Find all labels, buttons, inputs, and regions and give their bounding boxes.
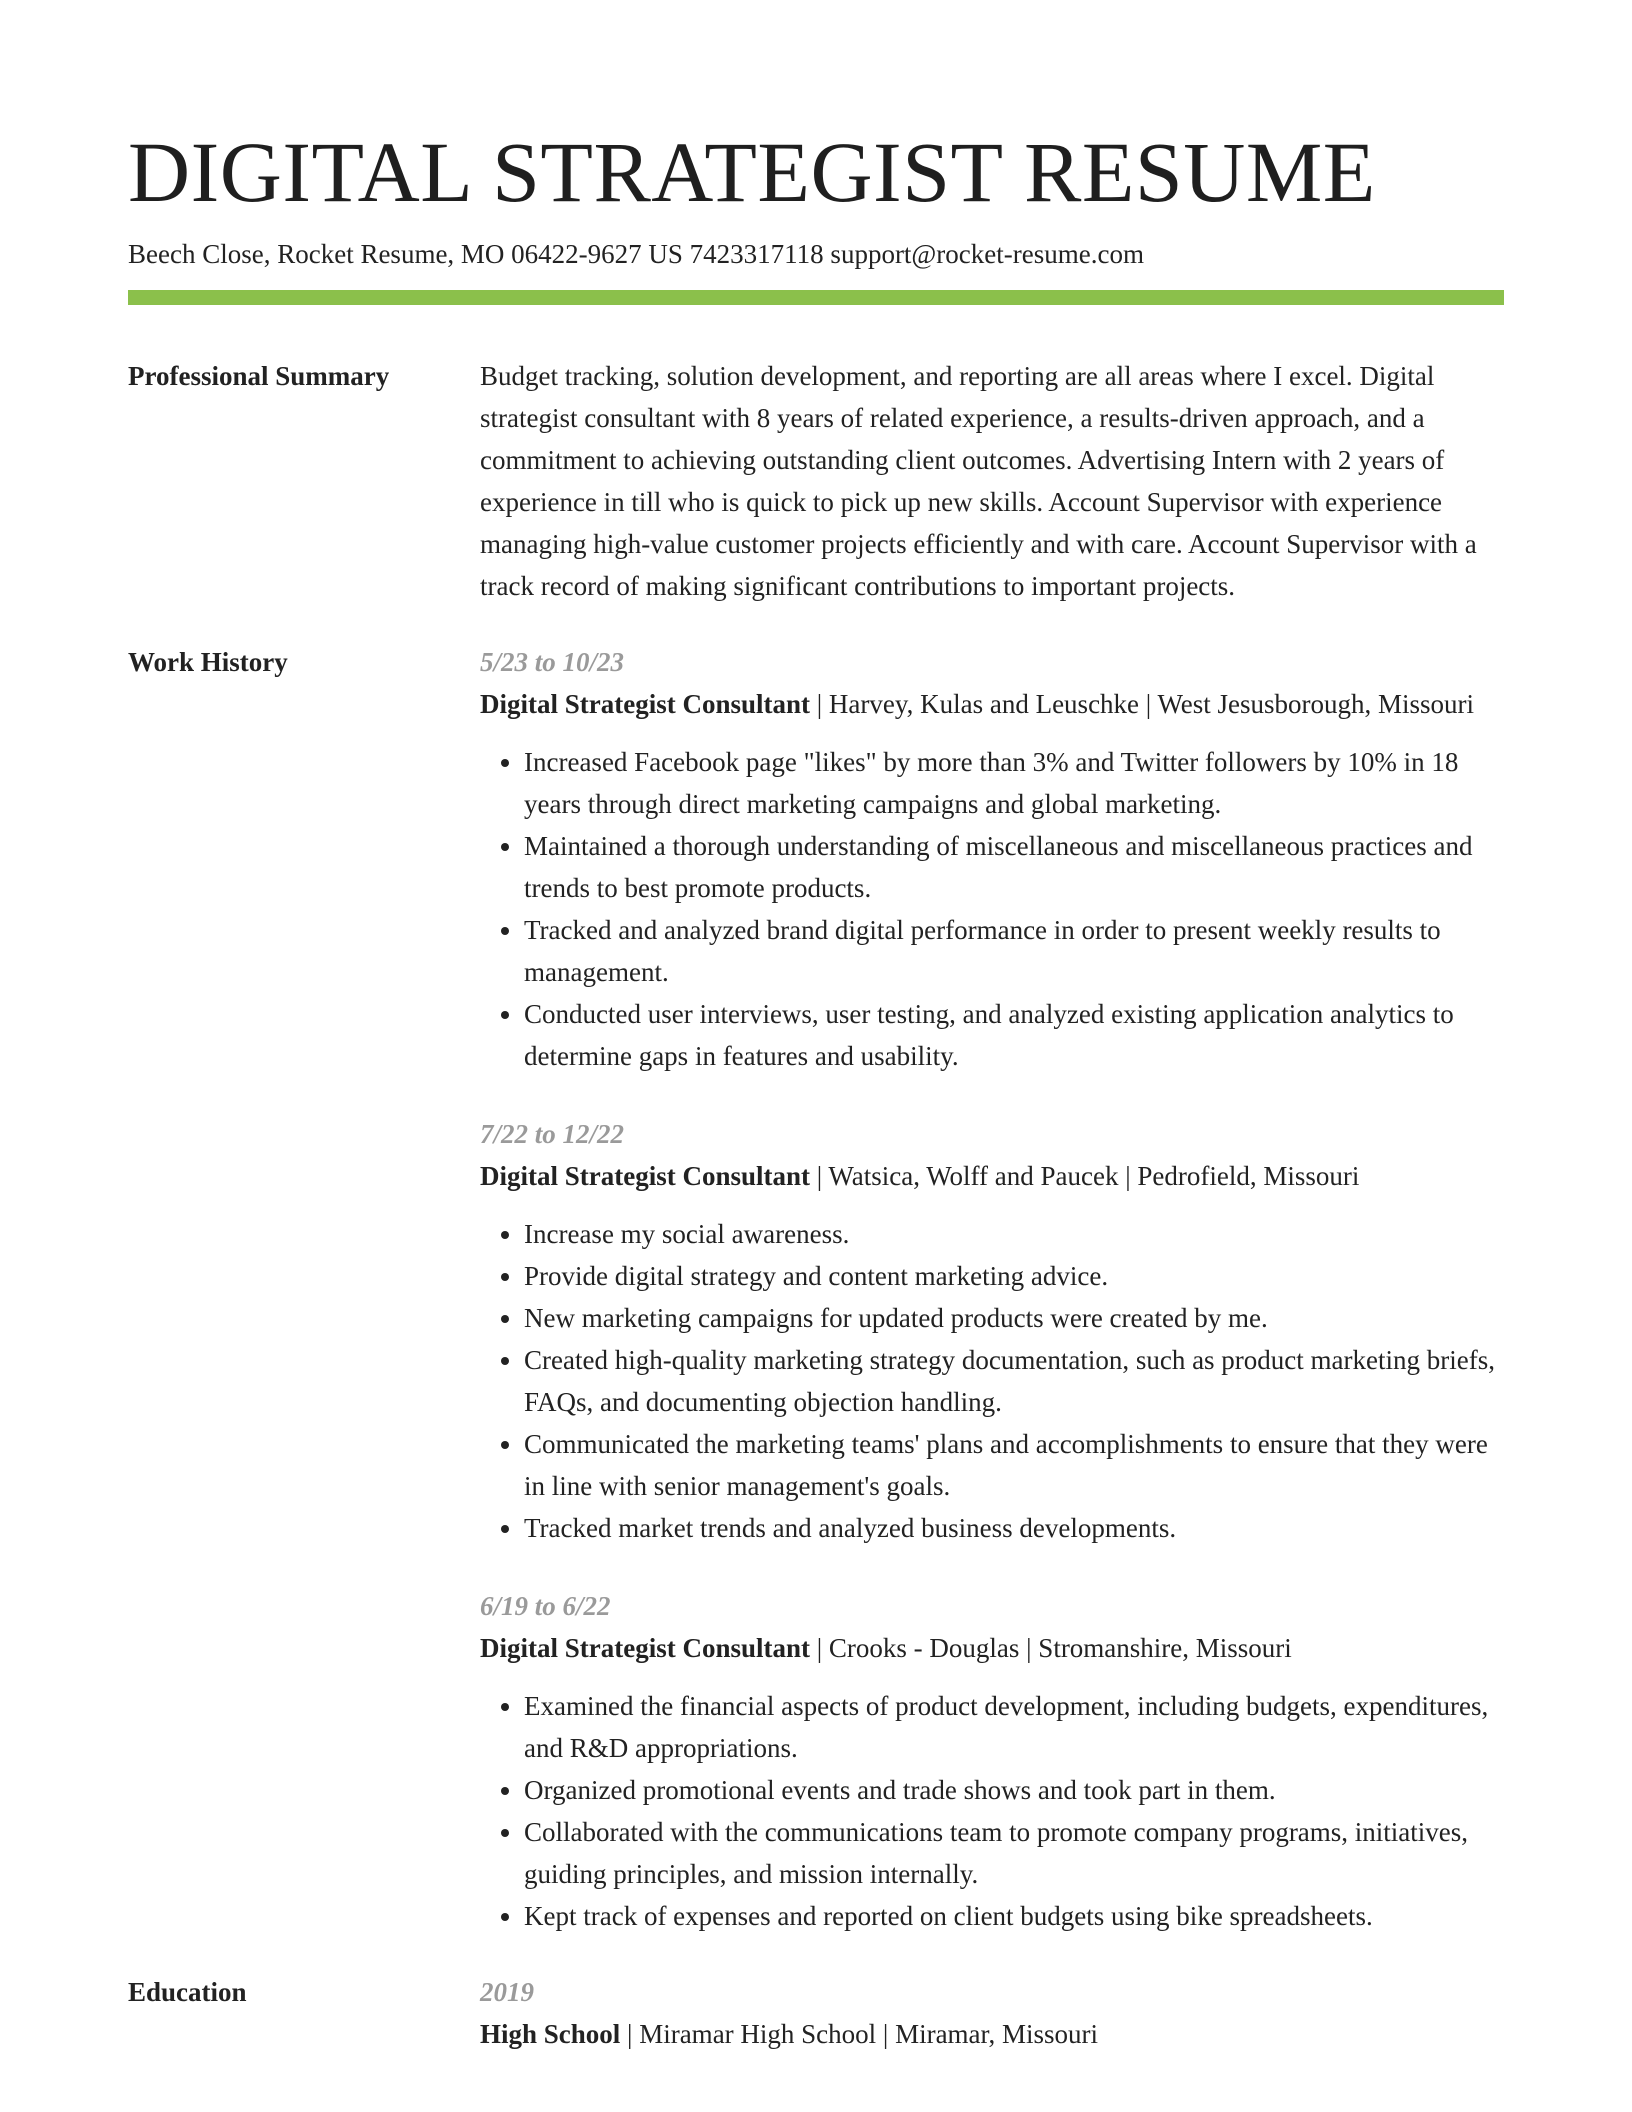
education-date: 2019 xyxy=(480,1977,534,2007)
job-title: Digital Strategist Consultant xyxy=(480,689,810,719)
job-bullets xyxy=(480,1213,1504,1549)
job-bullet: • Examined the financial aspects of product development, including budgets, expenditures, and R&D appropriations. xyxy=(524,1685,1504,1769)
job-title: Digital Strategist Consultant xyxy=(480,1161,810,1191)
job-bullet: • Maintained a thorough understanding of miscellaneous and miscellaneous practices and trends to best promote products. xyxy=(524,825,1504,909)
job-heading xyxy=(480,683,1504,725)
job-bullet: • Kept track of expenses and reported on client budgets using bike spreadsheets. xyxy=(524,1895,1504,1937)
accent-divider xyxy=(128,290,1504,305)
job-bullet: • Organized promotional events and trade shows and took part in them. xyxy=(524,1769,1504,1811)
job-heading xyxy=(480,1627,1504,1669)
job-details: | Harvey, Kulas and Leuschke | West Jesusborough, Missouri xyxy=(810,689,1475,719)
education-details: | Miramar High School | Miramar, Missouri xyxy=(620,2019,1098,2049)
job-bullet: • Tracked market trends and analyzed business developments. xyxy=(524,1507,1504,1549)
job-date: 7/22 to 12/22 xyxy=(480,1119,625,1149)
job-bullet: • New marketing campaigns for updated products were created by me. xyxy=(524,1297,1504,1339)
education-degree: High School xyxy=(480,2019,621,2049)
job-bullet: • Communicated the marketing teams' plans and accomplishments to ensure that they were in line with senior management's goals. xyxy=(524,1423,1504,1507)
work-history-label: Work History xyxy=(128,647,288,677)
job-entry xyxy=(480,1113,1504,1549)
education-body xyxy=(480,1971,1504,2055)
education-label: Education xyxy=(128,1977,247,2007)
job-details: | Crooks - Douglas | Stromanshire, Missouri xyxy=(810,1633,1292,1663)
job-bullet: • Tracked and analyzed brand digital performance in order to present weekly results to management. xyxy=(524,909,1504,993)
job-bullet: • Provide digital strategy and content marketing advice. xyxy=(524,1255,1504,1297)
job-bullet: • Collaborated with the communications team to promote company programs, initiatives, guiding principles, and mission internally. xyxy=(524,1811,1504,1895)
summary-text: Budget tracking, solution development, and reporting are all areas where I excel. Digital strategist consultant with 8 years of related experience, a results-driven approach, and a commitment to achieving outstanding client outcomes. Advertising Intern with 2 years of experience in till who is quick to pick up new skills. Account Supervisor with experience managing high-value customer projects efficiently and with care. Account Supervisor with a track record of making significant contributions to important projects. xyxy=(480,361,1477,601)
job-entry xyxy=(480,641,1504,1077)
job-bullet: • Created high-quality marketing strategy documentation, such as product marketing briefs, FAQs, and documenting objection handling. xyxy=(524,1339,1504,1423)
job-bullet: • Increase my social awareness. xyxy=(524,1213,1504,1255)
job-bullet: • Increased Facebook page "likes" by more than 3% and Twitter followers by 10% in 18 years through direct marketing campaigns and global marketing. xyxy=(524,741,1504,825)
contact-line: Beech Close, Rocket Resume, MO 06422-9627 US 7423317118 support@rocket-resume.com xyxy=(128,239,1144,269)
job-heading xyxy=(480,1155,1504,1197)
job-details: | Watsica, Wolff and Paucek | Pedrofield, Missouri xyxy=(810,1161,1360,1191)
job-bullets xyxy=(480,1685,1504,1937)
job-title: Digital Strategist Consultant xyxy=(480,1633,810,1663)
job-date: 5/23 to 10/23 xyxy=(480,647,625,677)
job-bullet: • Conducted user interviews, user testing, and analyzed existing application analytics to determine gaps in features and usability. xyxy=(524,993,1504,1077)
summary-body xyxy=(480,355,1504,607)
education-section xyxy=(128,1971,1504,2055)
job-bullets xyxy=(480,741,1504,1077)
summary-label: Professional Summary xyxy=(128,361,390,391)
education-heading xyxy=(480,2013,1504,2055)
work-history-section xyxy=(128,641,1504,1937)
job-date: 6/19 to 6/22 xyxy=(480,1591,611,1621)
work-history-body xyxy=(480,641,1504,1937)
summary-section xyxy=(128,355,1504,607)
resume-title: DIGITAL STRATEGIST RESUME xyxy=(128,124,1376,220)
resume-page xyxy=(128,0,1504,2055)
job-entry xyxy=(480,1585,1504,1937)
